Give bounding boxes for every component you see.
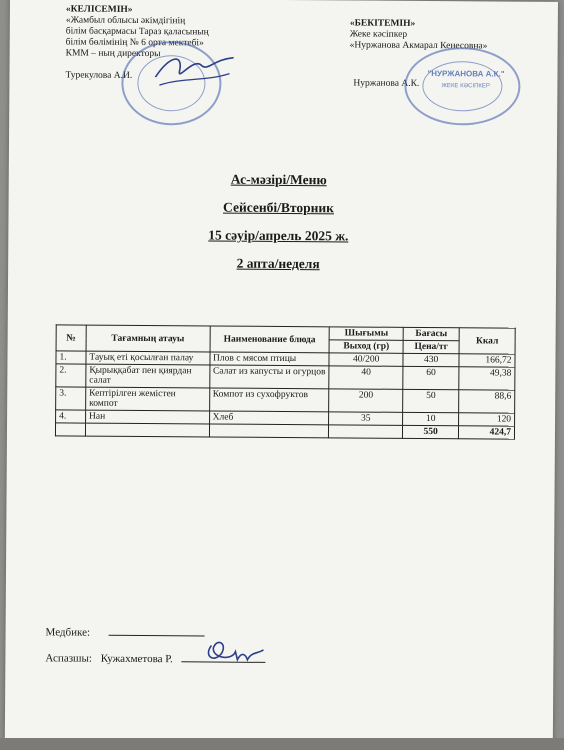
cell-price: 60 (403, 366, 459, 389)
menu-date: 15 сәуір/апрель 2025 ж. (208, 227, 349, 244)
approval-right-line: «Нуржанова Акмарал Кенесовна» (349, 40, 488, 52)
cell-name-ru: Салат из капусты и огурцов (209, 365, 329, 389)
header-yield-ru: Выход (гр) (329, 340, 403, 354)
medic-signature-row (46, 626, 205, 640)
menu-title: Ас-мәзірі/Меню (230, 171, 327, 188)
cell-kcal: 88,6 (459, 390, 515, 413)
cell-kcal: 120 (459, 413, 515, 426)
header-price-kz: Бағасы (403, 327, 459, 340)
table-header-row (56, 325, 515, 341)
cell-name-kz: Тауық еті қосылған палау (86, 351, 210, 365)
cell-price: 10 (403, 412, 459, 425)
total-kcal: 424,7 (459, 426, 515, 439)
cell-price: 430 (403, 353, 459, 366)
cell-name-kz: Нан (85, 410, 209, 424)
cell-num: 1. (56, 351, 86, 364)
cell-name-ru: Плов с мясом птицы (210, 352, 330, 366)
cell-kcal: 166,72 (459, 354, 515, 367)
total-price: 550 (403, 425, 459, 438)
approval-left-signatory: Турекулова А.И. (65, 70, 133, 81)
cell-name-kz: Кептірілген жемістен компот (86, 387, 210, 411)
table-row (56, 387, 515, 413)
header-num: № (56, 325, 86, 351)
cell-num: 4. (56, 410, 86, 423)
approval-left-line: «Жамбыл облысы әкімдігінің (65, 15, 186, 27)
cell-kcal: 49,38 (459, 367, 515, 390)
approval-left-line: КММ – ның директоры (65, 48, 161, 60)
approval-left-line: білім бөлімінің № 6 орта мектебі» (65, 37, 204, 49)
menu-table (55, 324, 516, 439)
director-signature (149, 47, 239, 94)
cell-name-ru: Компот из сухофруктов (209, 388, 329, 412)
header-kcal: Ккал (459, 328, 515, 354)
menu-week: 2 апта/неделя (236, 255, 320, 272)
medic-label: Медбике: (45, 626, 91, 639)
cell-price: 50 (403, 389, 459, 412)
cell-yield: 200 (329, 389, 403, 413)
header-price-ru: Цена/тг (403, 340, 459, 353)
document-page (5, 0, 558, 744)
approval-left-line: білім басқармасы Тараз қаласының (65, 26, 209, 38)
menu-day: Сейсенбі/Вторник (223, 199, 335, 216)
cell-name-kz: Қырыққабат пен қиярдан салат (86, 364, 210, 388)
header-name-kz: Тағамның атауы (86, 325, 210, 352)
cell-num: 2. (56, 364, 86, 387)
entrepreneur-stamp-name: "НУРЖАНОВА А.К." (427, 69, 505, 79)
medic-signature-line (109, 635, 205, 637)
header-yield-kz: Шығымы (329, 327, 403, 341)
cell-yield: 40/200 (329, 353, 403, 367)
header-name-ru: Наименование блюда (210, 326, 330, 353)
table-row (56, 364, 515, 390)
cell-num: 3. (56, 387, 86, 410)
approval-right-line: Жеке кәсіпкер (349, 29, 408, 40)
entrepreneur-stamp-type: ЖЕКЕ КӘСІПКЕР (441, 83, 490, 90)
cook-label: Аспазшы: (45, 652, 93, 665)
cell-yield: 35 (329, 412, 403, 426)
cell-name-ru: Хлеб (209, 411, 329, 425)
approval-left-heading: «КЕЛІСЕМІН» (65, 4, 133, 15)
approval-right-signatory: Нуржанова А.К. (353, 78, 420, 89)
desk-surface (0, 738, 564, 750)
table-total-row (55, 423, 514, 439)
cook-name: Кужахметова Р. (100, 652, 173, 666)
cell-yield: 40 (329, 366, 403, 390)
approval-right-heading: «БЕКІТЕМІН» (349, 18, 416, 29)
cook-signature (201, 631, 267, 667)
